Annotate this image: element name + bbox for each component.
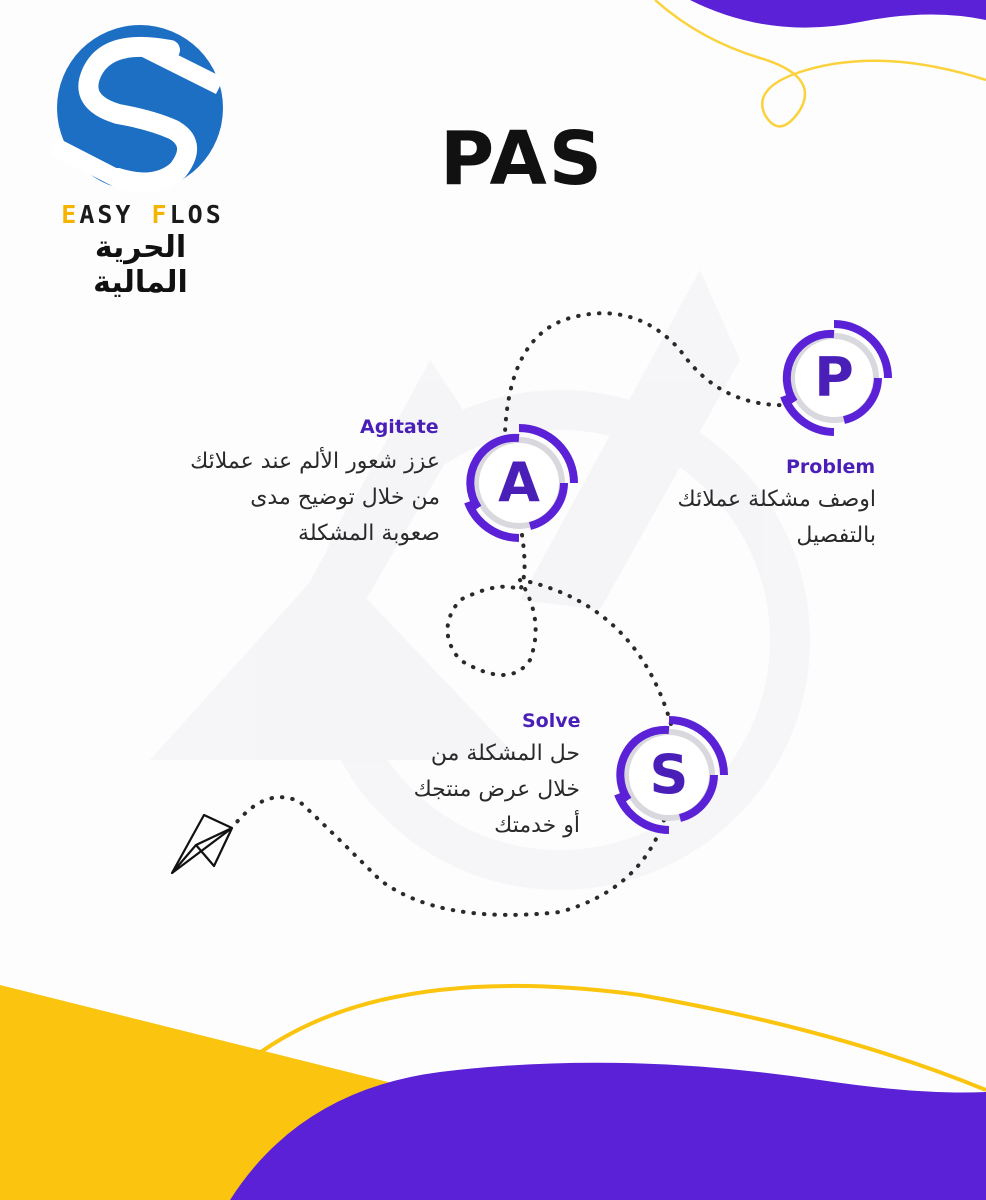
step-letter-problem: P	[814, 346, 854, 409]
step-title-problem: Problem	[786, 456, 876, 478]
logo-name-en-part-2: LOS	[169, 200, 224, 229]
step-desc-agitate: عزز شعور الألم عند عملائك من خلال توضيح مدى صعوبة المشكلة	[190, 449, 440, 546]
step-desc-solve: حل المشكلة من خلال عرض منتجك أو خدمتك	[413, 741, 580, 838]
logo-name-ar: الحرية المالية	[93, 230, 188, 300]
step-desc-problem: اوصف مشكلة عملائك بالتفصيل	[677, 487, 876, 548]
page-title: PAS	[440, 116, 605, 202]
logo-name-en-accent-2: F	[151, 200, 170, 229]
paper-plane-icon	[172, 815, 232, 873]
logo-name-en	[50, 200, 235, 229]
step-letter-solve: S	[649, 743, 689, 806]
top-right-purple-wave	[690, 0, 986, 28]
step-title-agitate: Agitate	[360, 416, 439, 438]
logo-name-en-part-1: ASY	[79, 200, 152, 229]
logo-name-en-accent-1: E	[61, 200, 80, 229]
step-letter-agitate: A	[498, 451, 540, 514]
step-title-solve: Solve	[522, 710, 581, 732]
